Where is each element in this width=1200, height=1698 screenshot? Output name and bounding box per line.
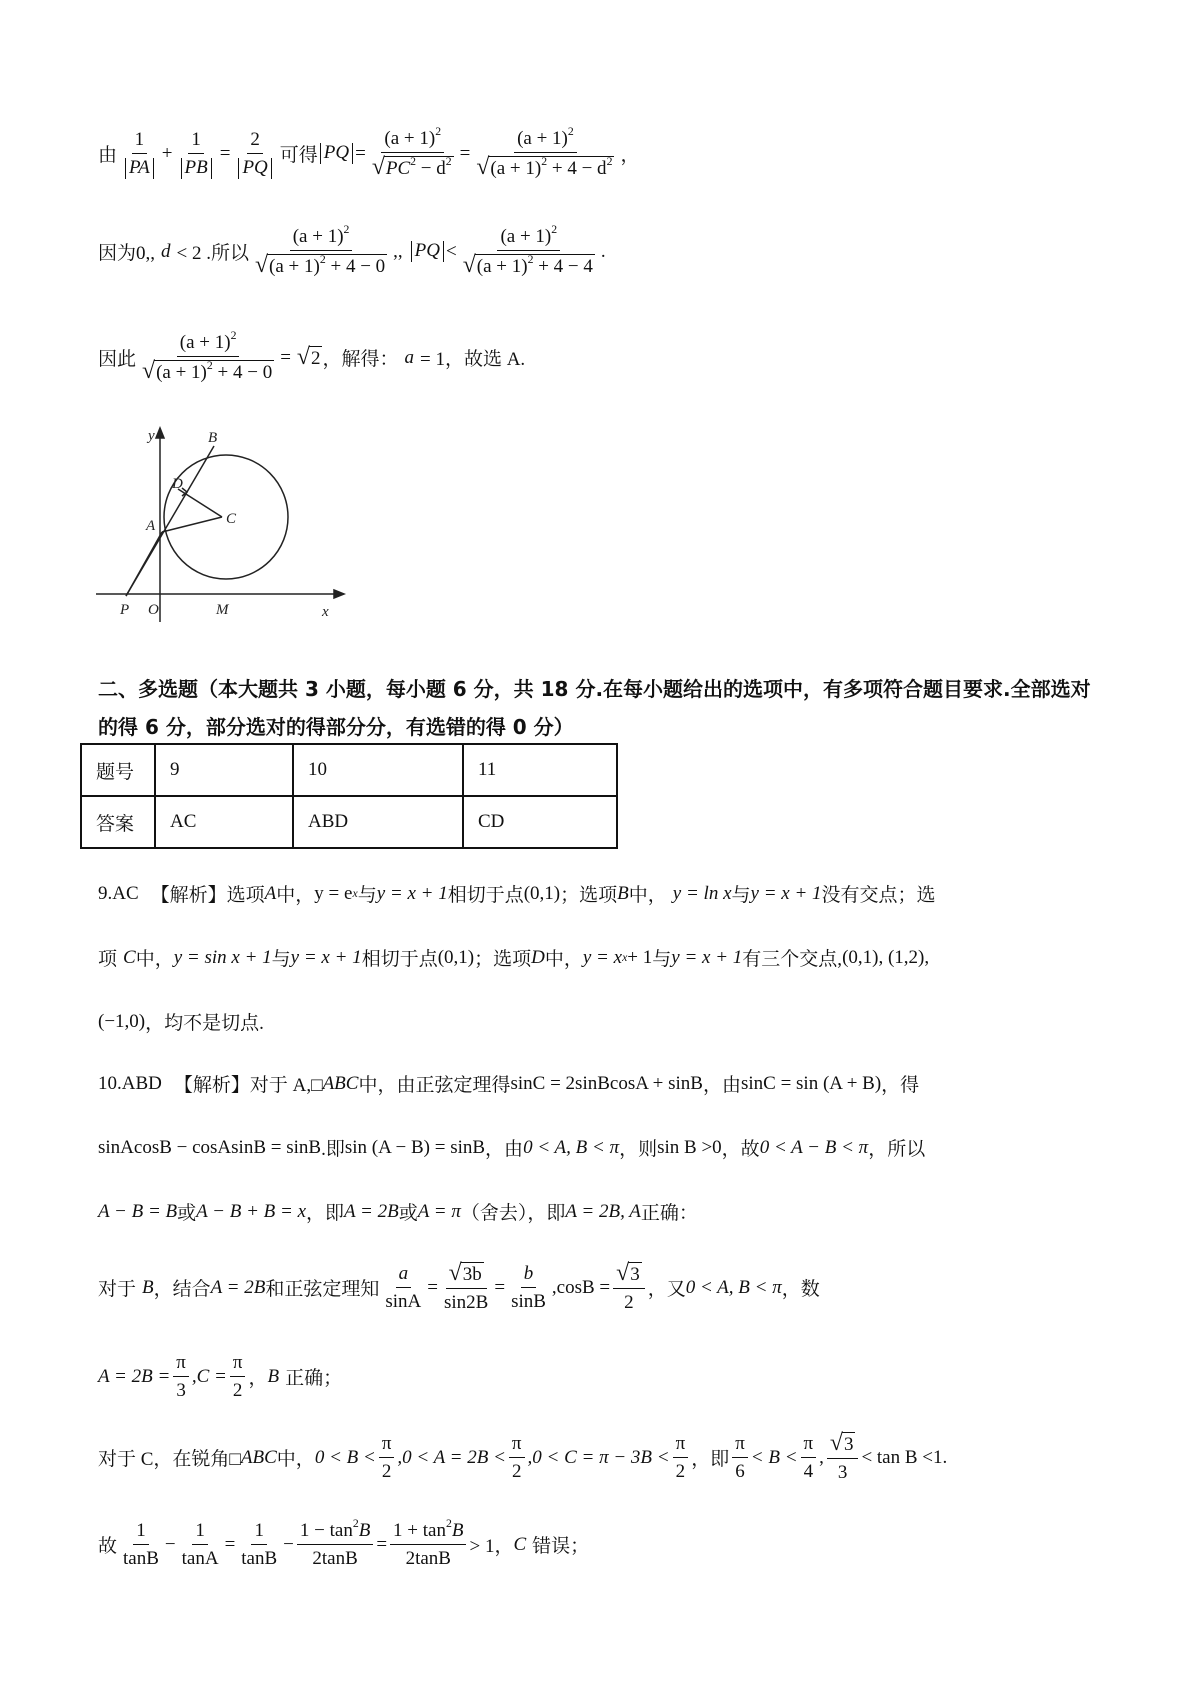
fraction-pi-2: $\frac{\pi}{2}$ — [509, 1433, 525, 1483]
label-x: x — [322, 604, 329, 620]
fraction-pi-2: $\frac{\pi}{2}$ — [230, 1352, 246, 1402]
abs-pq: PQ — [411, 241, 444, 262]
abs-pq: PQ — [320, 143, 353, 164]
fraction-1-over-pb: $\frac{1}{PB}$ — [176, 129, 217, 179]
fraction-sqrt3-over-2: √ 3 2 — [613, 1262, 645, 1314]
table-cell: 答案 — [81, 796, 155, 848]
section-heading: 二、多选题（本大题共 3 小题，每小题 6 分，共 18 分.在每小题给出的选项中，有多项符合题目要求.全部选对的得 6 分，部分选对的得部分分，有选错的得 0 分） — [98, 677, 1091, 739]
table-cell: 9 — [155, 744, 293, 796]
label-b: B — [208, 430, 218, 446]
q10-line-6: 对于 C，在锐角□ ABC 中， 0 < B < $\frac{\pi}{2}$ ,0 < A = 2B < $\frac{\pi}{2}$ ,0 < C = π − 3B < $\frac{\pi}{2}$ ，即 $\frac{\pi}{6}$ < B < $\frac{\pi}{4}$ , √ 3 3 < tan B <1 . — [98, 1430, 948, 1483]
label-a: A — [146, 518, 156, 534]
label-p: P — [120, 602, 130, 618]
solution-line-2: 因为0,, d < 2 .所以 $(a + 1)^2$ √ $(a + 1)^2 + 4 - 0$ ,, PQ < $(a + 1)^2$ √ $(a + 1)^2 + 4 - 4$ . — [98, 223, 606, 278]
text: ，解得： — [322, 349, 399, 371]
text: < 2 .所以 — [176, 243, 249, 265]
fraction-pq-formula-1: $(a + 1)^2$ √ $PC^2 - d^2$ — [371, 125, 452, 180]
q9-line-3: (−1,0) ，均不是切点. — [98, 1010, 264, 1034]
q10-line-4: 对于 B ，结合 A = 2B 和正弦定理知 $\frac{a}{\sin A}$ = √ 3b sin2B = $\frac{b}{\sin B}$ ,cosB = √ 3 2 ，又 0 < A, B < π ，数 — [98, 1260, 820, 1313]
fraction-pi-2: $\frac{\pi}{2}$ — [673, 1433, 689, 1483]
table-cell: AC — [155, 796, 293, 848]
label-o: O — [148, 602, 159, 618]
solution-line-3: 因此 $(a + 1)^2$ √ $(a + 1)^2 + 4 - 0$ = √ 2 ，解得： a = 1，故选 A. — [98, 329, 526, 384]
x-axis-arrow — [334, 590, 344, 598]
q10-line-5: A = 2B = $\frac{\pi}{3}$ ,C = $\frac{\pi}{2}$ ， B 正确； — [98, 1352, 343, 1401]
q10-line-2: sinAcosB − cosAsinB = sinB .即 sin (A − B) = sinB ，由 0 < A, B < π ，则 sin B >0 ，故 0 < A − B < π ，所以 — [98, 1136, 926, 1160]
label-y: y — [148, 428, 155, 444]
fraction-bound-2: $(a + 1)^2$ √ $(a + 1)^2 + 4 - 4$ — [462, 223, 593, 278]
q9-line-2: 项 C 中， y = sin x + 1 与 y = x + 1 相切于点 (0,1) ；选项 D 中， y = x x + 1 与 y = x + 1 有三个交点, (0,1), (1,2) , — [98, 946, 930, 970]
text: 由 — [98, 145, 118, 167]
q10-line-7: 故 $\frac{1}{\tan B}$ − $\frac{1}{\tan A}$ = $\frac{1}{\tan B}$ − $\frac{1 - \tan^2B}{2\tan B}$ = $\frac{1 + \tan^2B}{2\tan B}$ > 1， C 错误； — [98, 1517, 590, 1569]
label-d: D — [172, 476, 183, 492]
sqrt-2: √ 2 — [296, 343, 321, 370]
q9-line-1: 9.AC 【解析】选项 A 中， y = e x 与 y = x + 1 相切于点 (0,1) ；选项 B 中， y = ln x 与 y = x + 1 没有交点；选 — [98, 882, 936, 906]
fraction-1-tanb: $\frac{1}{\tan B}$ — [123, 1520, 159, 1569]
fraction-pi-2: $\frac{\pi}{2}$ — [379, 1433, 395, 1483]
fraction-2-over-pq: $\frac{2}{PQ}$ — [233, 129, 276, 179]
table-cell: 题号 — [81, 744, 155, 796]
fraction-pi-6: $\frac{\pi}{6}$ — [732, 1433, 748, 1483]
label-c: C — [226, 511, 237, 527]
table-cell: 10 — [293, 744, 463, 796]
line-pa — [126, 532, 162, 596]
fraction-a-sina: $\frac{a}{\sin A}$ — [385, 1263, 422, 1312]
fraction-1-tana: $\frac{1}{\tan A}$ — [181, 1520, 219, 1569]
text: 因此 — [98, 349, 137, 371]
fraction-b-sinb: $\frac{b}{\sin B}$ — [511, 1263, 546, 1312]
fraction-bound-1: $(a + 1)^2$ √ $(a + 1)^2 + 4 - 0$ — [254, 223, 386, 278]
table-row — [81, 744, 617, 796]
table-row — [81, 796, 617, 848]
q10-line-1: 10.ABD 【解析】对于 A,□ ABC 中，由正弦定理得 sinC = 2sinBcosA + sinB ，由 sinC = sin (A + B) ，得 — [98, 1072, 920, 1096]
geometry-figure — [96, 426, 356, 626]
label-m: M — [216, 602, 229, 618]
fraction-pi-3: $\frac{\pi}{3}$ — [173, 1352, 189, 1402]
table-cell: ABD — [293, 796, 463, 848]
fraction-pq-formula-2: $(a + 1)^2$ √ $(a + 1)^2 + 4 - d^2$ — [476, 125, 613, 180]
fraction-sqrt3-over-3: √ 3 3 — [827, 1432, 859, 1484]
table-cell: 11 — [463, 744, 617, 796]
fraction-final: $(a + 1)^2$ √ $(a + 1)^2 + 4 - 0$ — [142, 329, 273, 384]
solution-line-1: 由 $\frac{1}{PA}$ + $\frac{1}{PB}$ = $\frac{2}{PQ}$ 可得 PQ = $(a + 1)^2$ √ $PC^2 - d^2$ = $(a + 1)^2$ √ $(a + 1)^2 + 4 - d^2$ ， — [98, 125, 640, 180]
fraction-sqrt3b: √ 3b sin2B — [443, 1260, 489, 1313]
table-cell: CD — [463, 796, 617, 848]
answer-table — [80, 743, 618, 849]
fraction-1-tanb: $\frac{1}{\tan B}$ — [241, 1520, 278, 1569]
text: 可得 — [279, 145, 318, 167]
fraction-pi-4: $\frac{\pi}{4}$ — [801, 1433, 817, 1483]
fraction-1-over-pa: $\frac{1}{PA}$ — [120, 129, 159, 179]
q10-line-3: A − B = B 或 A − B + B = x ，即 A = 2B 或 A = π （舍去），即 A = 2B, A 正确： — [98, 1200, 698, 1224]
text: 因为0,, — [98, 243, 156, 265]
fraction-1-plus-tan2b: $\frac{1 + \tan^2B}{2\tan B}$ — [390, 1520, 466, 1570]
fraction-1-minus-tan2b: $\frac{1 - \tan^2B}{2\tan B}$ — [297, 1520, 373, 1570]
y-axis-arrow — [156, 428, 164, 438]
